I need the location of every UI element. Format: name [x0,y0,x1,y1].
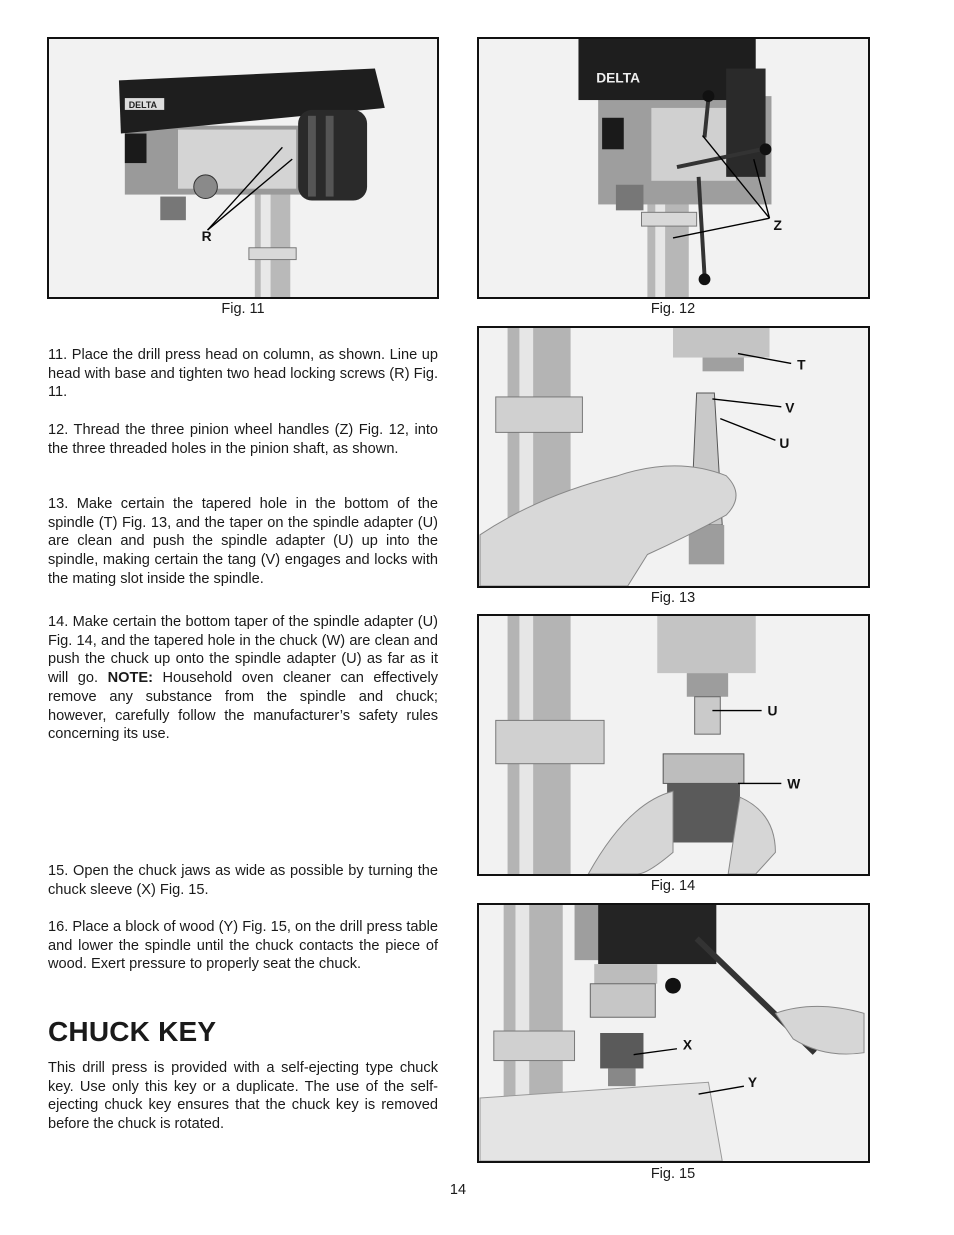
callout-r: R [201,228,212,244]
note-label: NOTE: [107,670,153,687]
figure-11-brand: DELTA [128,99,157,110]
figure-11-image [47,37,439,299]
figure-12-brand: DELTA [596,70,641,86]
figure-15-caption: Fig. 15 [650,1166,696,1182]
figure-12-image [477,37,870,299]
step-13-text: 13. Make certain the tapered hole in the bottom of the spindle (T) Fig. 13, and the taper on the spindle adapter (U) are clean and push the spindle adapter (U) up into the spindle, making certain the tang (V) engages and locks with the mating slot inside the spindle. [48,496,438,587]
callout-y: Y [747,1075,758,1091]
callout-v: V [785,400,795,416]
figure-13-image [477,326,870,588]
chuck-key-text: This drill press is provided with a self-ejecting type chuck key. Use only this key or a duplicate. The use of the self-ejecting chuck key ensures that the chuck key is removed before the chuck is rotated. [48,1060,438,1133]
step-16-text: 16. Place a block of wood (Y) Fig. 15, on the drill press table and lower the spindle until the chuck contacts the piece of wood. Exert pressure to properly seat the chuck. [48,919,438,973]
step-15-text: 15. Open the chuck jaws as wide as possible by turning the chuck sleeve (X) Fig. 15. [48,863,438,898]
page-number: 14 [449,1182,467,1198]
figure-11-caption: Fig. 11 [221,301,265,317]
callout-w: W [787,776,801,792]
figure-14-caption: Fig. 14 [650,878,696,894]
figure-15-image [477,903,870,1163]
figure-14-image [477,614,870,876]
figure-12-caption: Fig. 12 [650,301,696,317]
callout-t: T [797,357,806,373]
callout-u: U [779,436,790,452]
callout-x: X [682,1037,693,1053]
step-14-text [48,613,438,744]
callout-z: Z [773,218,782,234]
figure-13-caption: Fig. 13 [650,590,696,606]
step-14-text-a: 14. Make certain the bottom taper of the spindle adapter (U) Fig. 14, and the tapered hole in the chuck (W) are clean and push the chuck up onto the spindle adapter (U) as far as it will go. [48,614,438,687]
step-14-text-b: Household oven cleaner can effectively remove any substance from the spindle and chuck; however, carefully follow the manufacturer’s safety rules concerning its use. [48,670,438,743]
callout-u-14: U [767,703,778,719]
chuck-key-heading: CHUCK KEY [48,1016,217,1047]
step-12-text: 12. Thread the three pinion wheel handles (Z) Fig. 12, into the three threaded holes in the pinion shaft, as shown. [48,422,438,457]
step-11-text: 11. Place the drill press head on column, as shown. Line up head with base and tighten two head locking screws (R) Fig. 11. [48,347,438,401]
